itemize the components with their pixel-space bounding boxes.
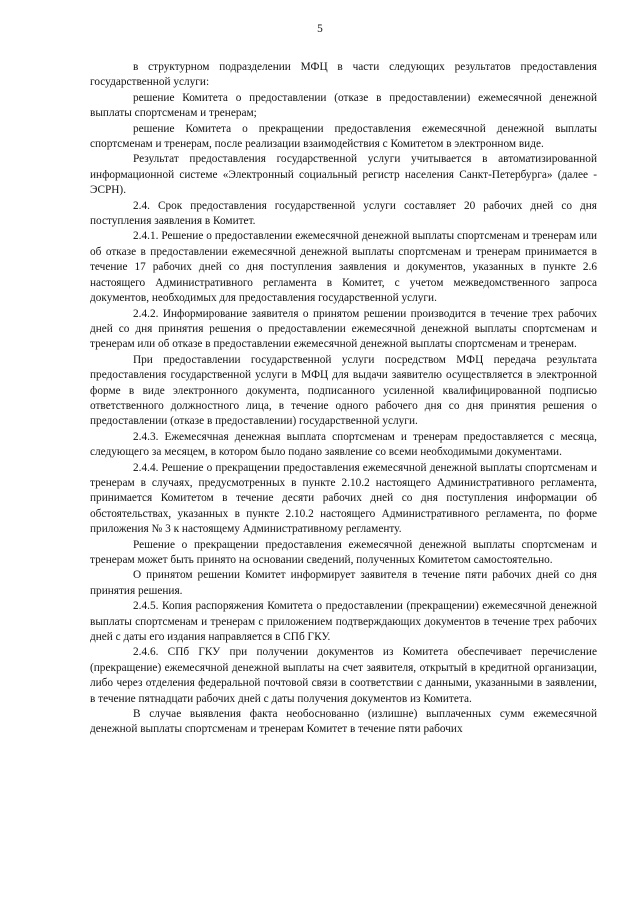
paragraph-result-esrn: Результат предоставления государственной услуги учитывается в автоматизированной информационной системе «Электронный социальный регистр населения Санкт-Петербурга» (далее - ЭСРН). xyxy=(90,153,597,197)
paragraph-2-4-3: 2.4.3. Ежемесячная денежная выплата спортсменам и тренерам предоставляется с месяца, следующего за месяцем, в котором было подано заявление со всеми необходимыми документами. xyxy=(90,430,597,459)
paragraph-decision-grant: решение Комитета о предоставлении (отказе в предоставлении) ежемесячной денежной выплаты спортсменам и тренерам; xyxy=(90,91,597,120)
paragraph-2-4-1: 2.4.1. Решение о предоставлении ежемесячной денежной выплаты спортсменам и тренерам или об отказе в предоставлении ежемесячной денежной выплаты спортсменам и тренерам принимается в течение 17 рабочих дней со дня поступления заявления и документов, указанных в пункте 2.6 настоящего Административного регламента в Комитет, с учетом межведомственного запроса документов, необходимых для предоставления государственной услуги. xyxy=(90,230,597,305)
paragraph-mfc-results: в структурном подразделении МФЦ в части следующих результатов предоставления государственной услуги: xyxy=(90,61,597,89)
paragraph-2-4: 2.4. Срок предоставления государственной услуги составляет 20 рабочих дней со дня поступления заявления в Комитет. xyxy=(90,199,597,228)
paragraph-termination-basis: Решение о прекращении предоставления ежемесячной денежной выплаты спортсменам и тренерам может быть принято на основании сведений, полученных Комитетом самостоятельно. xyxy=(90,538,597,566)
paragraph-decision-termination: решение Комитета о прекращении предоставления ежемесячной денежной выплаты спортсменам и тренерам, после реализации взаимодействия с Комитетом в электронном виде. xyxy=(90,122,597,151)
paragraph-mfc-transfer: При предоставлении государственной услуги посредством МФЦ передача результата предоставления государственной услуги в МФЦ для выдачи заявителю осуществляется в электронной форме в виде электронного документа, подписанного усиленной квалифицированной подписью ответственного должностного лица, в течение одного рабочего дня со дня принятия решения о предоставлении (отказе в предоставлении) государственной услуги. xyxy=(90,353,597,428)
document-body xyxy=(90,60,597,738)
page-number: 5 xyxy=(317,23,323,35)
paragraph-2-4-4: 2.4.4. Решение о прекращении предоставления ежемесячной денежной выплаты спортсменам и тренерам в случаях, предусмотренных в пункте 2.10.2 настоящего Административного регламента, принимается Комитетом в течение десяти рабочих дней со дня поступления информации об обстоятельствах, указанных в пункте 2.10.2 настоящего Административного регламента, по форме приложения № 3 к настоящему Административному регламенту. xyxy=(90,461,597,536)
paragraph-2-4-6: 2.4.6. СПб ГКУ при получении документов из Комитета обеспечивает перечисление (прекращение) ежемесячной денежной выплаты на счет заявителя, открытый в кредитной организации, либо через отделения федеральной почтовой связи в соответствии с данными, указанными в заявлении, в течение пятнадцати рабочих дней с даты получения документов из Комитета. xyxy=(90,646,597,705)
paragraph-2-4-2: 2.4.2. Информирование заявителя о принятом решении производится в течение трех рабочих дней со дня принятия решения о предоставлении ежемесячной денежной выплаты спортсменам и тренерам или об отказе в предоставлении ежемесячной денежной выплаты спортсменам и тренерам. xyxy=(90,307,597,351)
paragraph-notification: О принятом решении Комитет информирует заявителя в течение пяти рабочих дней со дня принятия решения. xyxy=(90,569,597,597)
paragraph-overpayment: В случае выявления факта необоснованно (излишне) выплаченных сумм ежемесячной денежной выплаты спортсменам и тренерам Комитет в течение пяти рабочих xyxy=(90,708,597,736)
paragraph-2-4-5: 2.4.5. Копия распоряжения Комитета о предоставлении (прекращении) ежемесячной денежной выплаты спортсменам и тренерам с приложением подтверждающих документов в течение трех рабочих дней с даты его издания направляется в СПб ГКУ. xyxy=(90,600,597,644)
